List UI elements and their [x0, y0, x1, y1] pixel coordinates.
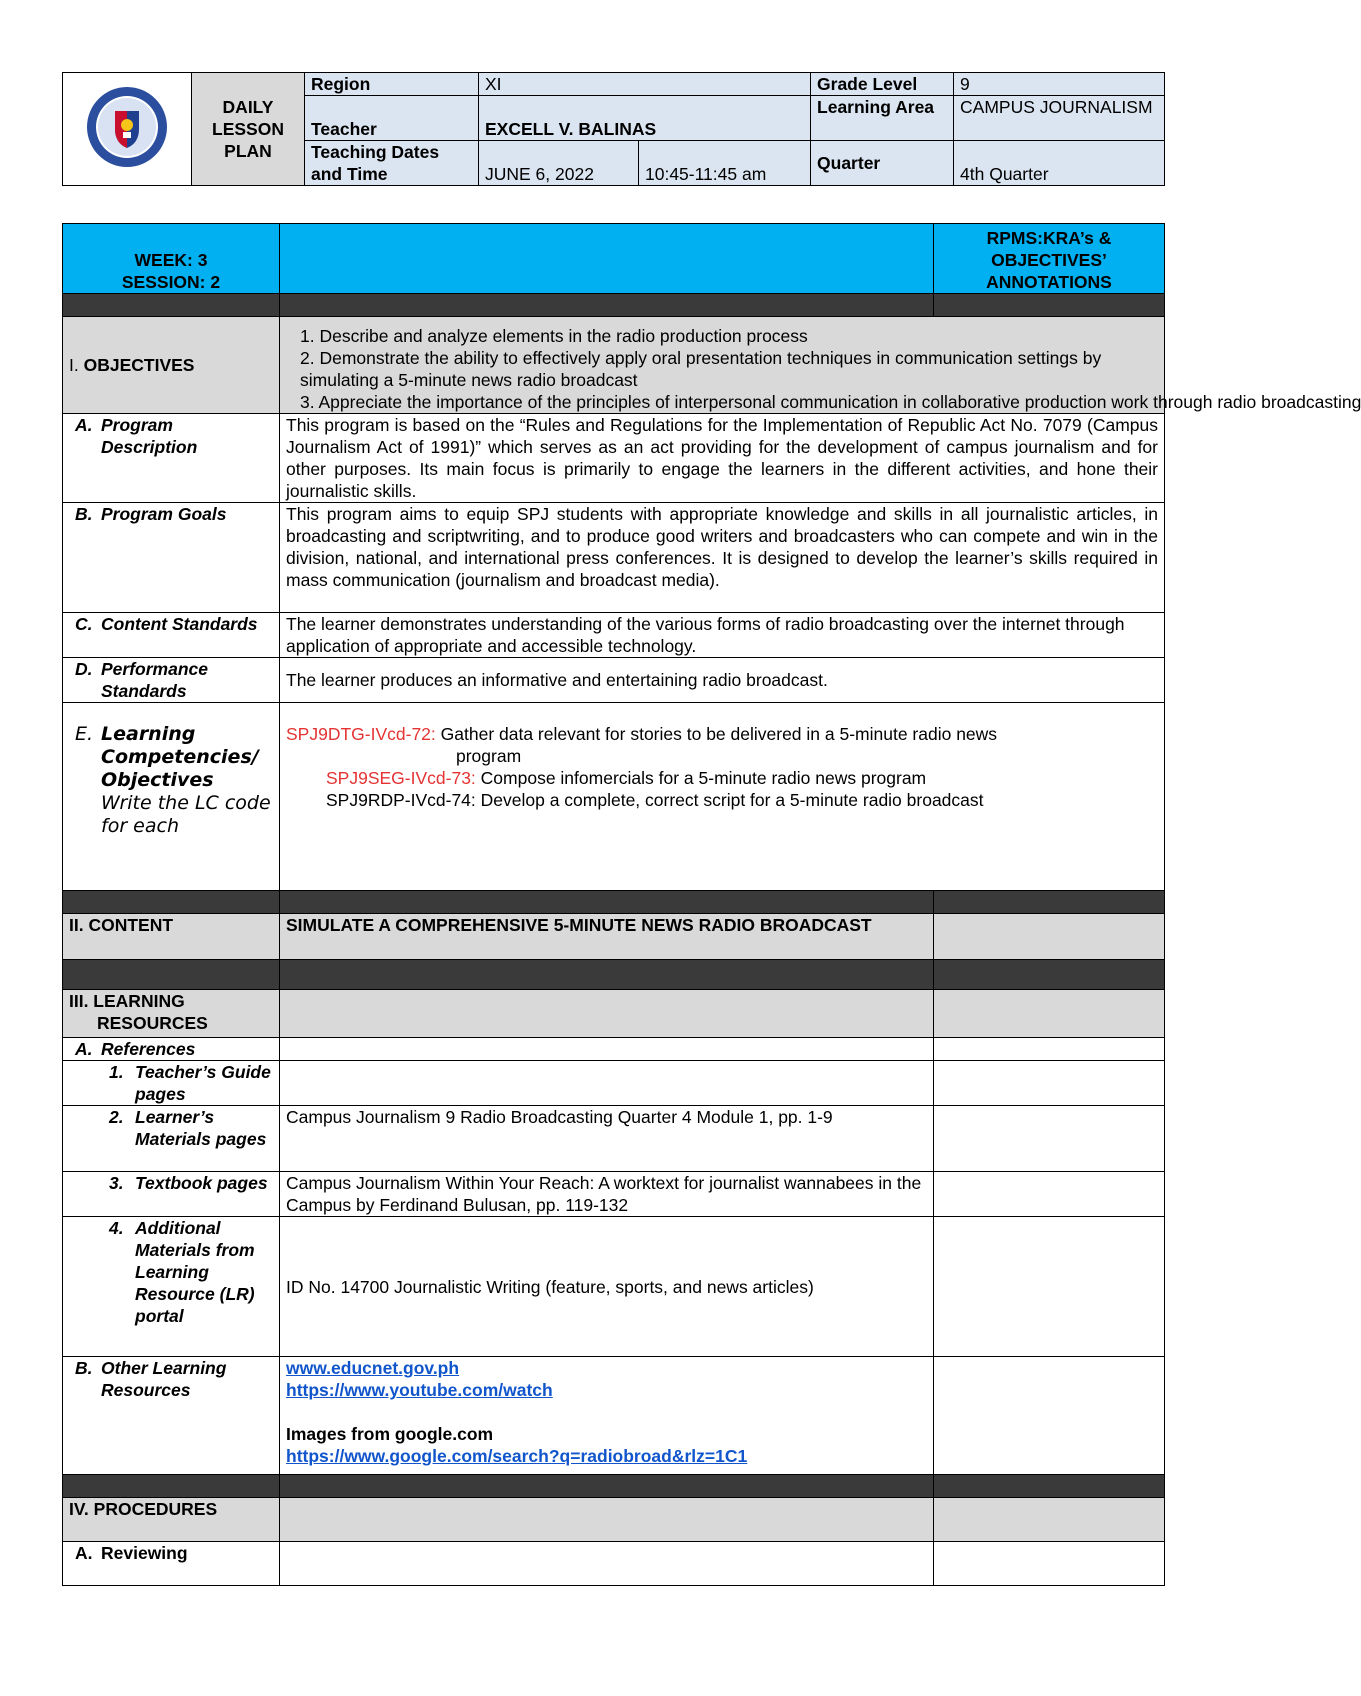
competency-item: SPJ9DTG-IVcd-72: Gather data relevant for stories to be delivered in a 5-minute radio news [286, 724, 998, 744]
procedures-label: IV. PROCEDURES [63, 1498, 280, 1542]
textbook-label: 3. Textbook pages [63, 1172, 280, 1217]
objectives-list [280, 317, 1361, 414]
learners-materials-text: Campus Journalism 9 Radio Broadcasting Quarter 4 Module 1, pp. 1-9 [280, 1106, 934, 1172]
divider-band [63, 1475, 1165, 1498]
teacher-value: EXCELL V. BALINAS [479, 96, 811, 141]
other-resources-list [280, 1357, 934, 1475]
objective-item: 1. Describe and analyze elements in the radio production process [300, 326, 808, 346]
program-goals-label: B. Program Goals [63, 503, 280, 613]
logo-cell [63, 73, 192, 186]
quarter-label: Quarter [811, 141, 954, 186]
program-description-label: A. Program Description [63, 414, 280, 503]
additional-materials-label: 4. Additional Materials from Learning Resource (LR) portal [63, 1217, 280, 1357]
header-table [62, 72, 1165, 186]
rpms-label: RPMS:KRA’s & OBJECTIVES’ ANNOTATIONS [934, 224, 1165, 294]
content-text: SIMULATE A COMPREHENSIVE 5-MINUTE NEWS RADIO BROADCAST [280, 914, 934, 960]
objective-item: 3. Appreciate the importance of the principles of interpersonal communication in collaborative production work through radio broadcasting [300, 392, 1361, 412]
lesson-table [62, 223, 1361, 1586]
area-value: CAMPUS JOURNALISM [954, 96, 1165, 141]
divider-band [63, 960, 1165, 990]
competency-item: SPJ9SEG-IVcd-73: Compose infomercials for a 5-minute radio news program [326, 768, 927, 788]
date-value: JUNE 6, 2022 [479, 141, 639, 186]
header-blank [280, 224, 934, 294]
grade-value: 9 [954, 73, 1165, 96]
week-label: WEEK: 3 [134, 250, 208, 270]
competency-item-continued: program [456, 746, 522, 766]
objectives-label: I. OBJECTIVES [63, 317, 280, 414]
performance-standards-text: The learner produces an informative and entertaining radio broadcast. [280, 658, 1165, 703]
week-session-cell [63, 224, 280, 294]
resources-blank [280, 990, 934, 1038]
other-resources-label: B. Other Learning Resources [63, 1357, 280, 1475]
competencies-list [280, 703, 1165, 891]
region-value: XI [479, 73, 811, 96]
content-standards-text: The learner demonstrates understanding of the various forms of radio broadcasting over the internet through application of appropriate and accessible technology. [280, 613, 1165, 658]
images-label: Images from google.com [286, 1424, 494, 1444]
grade-label: Grade Level [811, 73, 954, 96]
performance-standards-label: D. Performance Standards [63, 658, 280, 703]
resources-annotation [934, 990, 1165, 1038]
teachers-guide-label: 1. Teacher’s Guide pages [63, 1061, 280, 1106]
youtube-link[interactable]: https://www.youtube.com/watch [286, 1380, 553, 1400]
program-description-text: This program is based on the “Rules and Regulations for the Implementation of Republic Act No. 7079 (Campus Journalism Act of 1991)” which serves as an act providing for the development of campus journalism and for other purposes. Its main focus is primarily to engage the learners in the different activities, and hone their journalistic skills. [280, 414, 1165, 503]
deped-seal-icon [85, 85, 169, 169]
objective-item: 2. Demonstrate the ability to effectively apply oral presentation techniques in communication settings by simulating a 5-minute news radio broadcast [300, 348, 1102, 390]
educnet-link[interactable]: www.educnet.gov.ph [286, 1358, 460, 1378]
resources-label: III. LEARNING RESOURCES [63, 990, 280, 1038]
competency-item: SPJ9RDP-IVcd-74: Develop a complete, correct script for a 5-minute radio broadcast [326, 790, 984, 810]
divider-band [63, 294, 1165, 317]
reviewing-label: A. Reviewing [63, 1542, 280, 1586]
session-label: SESSION: 2 [121, 272, 221, 292]
teacher-label: Teacher [305, 96, 479, 141]
quarter-value: 4th Quarter [954, 141, 1165, 186]
content-annotation [934, 914, 1165, 960]
time-value: 10:45-11:45 am [639, 141, 811, 186]
textbook-text: Campus Journalism Within Your Reach: A worktext for journalist wannabees in the Campus by Ferdinand Bulusan, pp. 119-132 [280, 1172, 934, 1217]
content-standards-label: C. Content Standards [63, 613, 280, 658]
dlp-title: DAILY LESSON PLAN [192, 73, 305, 186]
competencies-label: E. Learning Competencies/ Objectives Write the LC code for each [63, 703, 280, 891]
references-label: A. References [63, 1038, 280, 1061]
program-goals-text: This program aims to equip SPJ students with appropriate knowledge and skills in all journalistic articles, in broadcasting and scriptwriting, and to produce good writers and broadcasters who can compete and win in the division, national, and international press conferences. It is designed to develop the learner’s skills required in mass communication (journalism and broadcast media). [280, 503, 1165, 613]
area-label: Learning Area [811, 96, 954, 141]
google-search-link[interactable]: https://www.google.com/search?q=radiobroad&rlz=1C1 [286, 1446, 748, 1466]
additional-materials-text: ID No. 14700 Journalistic Writing (feature, sports, and news articles) [280, 1217, 934, 1357]
dates-label: Teaching Dates and Time [305, 141, 479, 186]
divider-band [63, 891, 1165, 914]
region-label: Region [305, 73, 479, 96]
learners-materials-label: 2. Learner’s Materials pages [63, 1106, 280, 1172]
content-label: II. CONTENT [63, 914, 280, 960]
